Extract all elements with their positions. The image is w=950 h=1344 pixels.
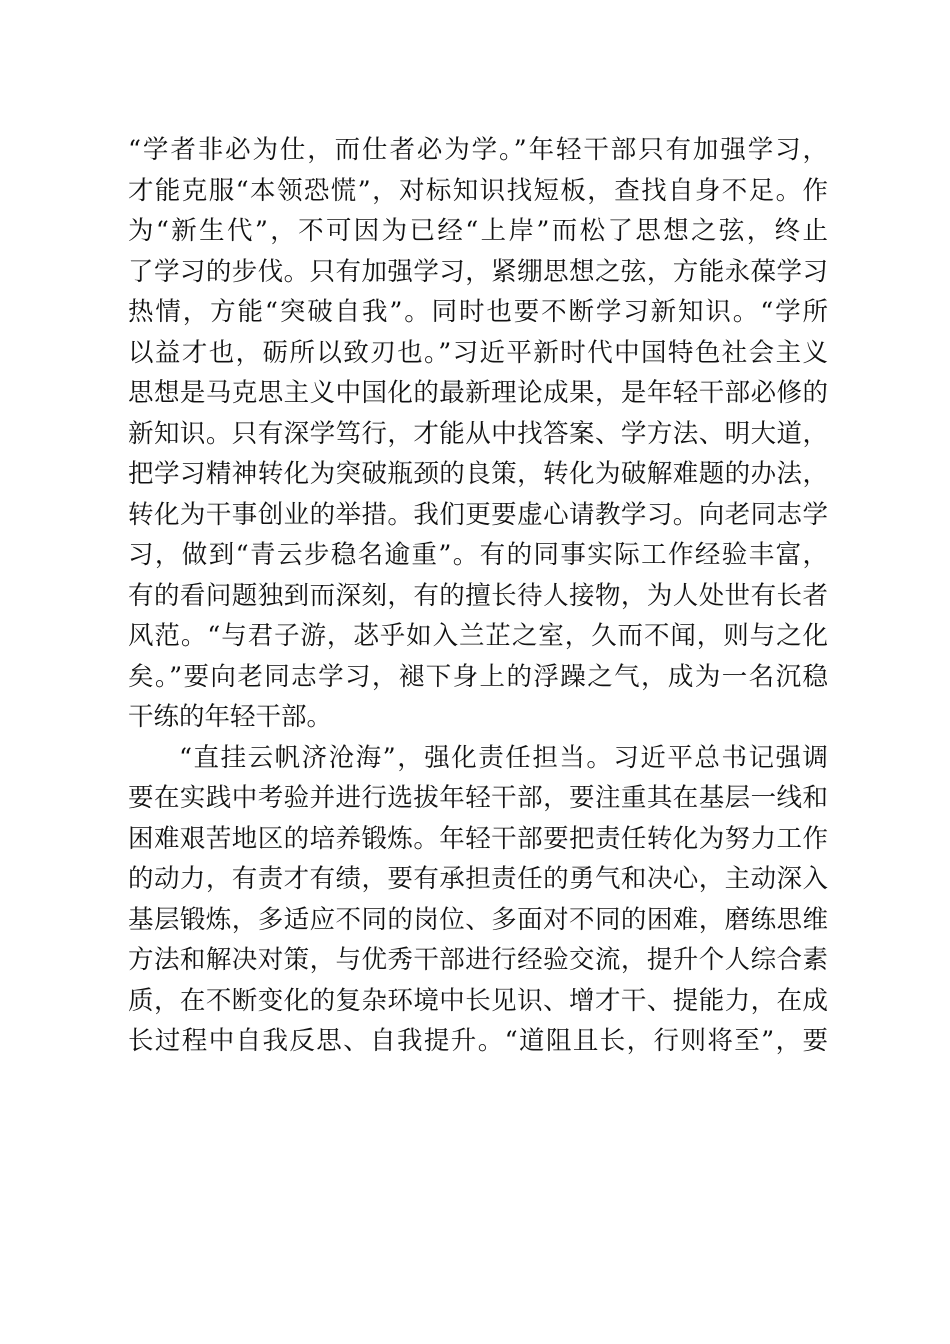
text-line: 矣。”要向老同志学习，褪下身上的浮躁之气，成为一名沉稳	[128, 661, 828, 692]
text-line: 把学习精神转化为突破瓶颈的良策，转化为破解难题的办法，	[128, 459, 828, 489]
text-line: 困难艰苦地区的培养锻炼。年轻干部要把责任转化为努力工作	[128, 823, 828, 854]
text-line: 习，做到“青云步稳名逾重”。有的同事实际工作经验丰富，	[128, 540, 828, 570]
text-line: 新知识。只有深学笃行，才能从中找答案、学方法、明大道，	[128, 418, 828, 449]
text-line: 风范。“与君子游，苾乎如入兰芷之室，久而不闻，则与之化	[128, 621, 828, 651]
text-line: 长过程中自我反思、自我提升。“道阻且长，行则将至”，要	[128, 1026, 828, 1056]
paragraph-responsibility	[128, 738, 828, 1062]
text-line: 转化为干事创业的举措。我们更要虚心请教学习。向老同志学	[128, 499, 828, 530]
body-text	[128, 130, 828, 1062]
text-line: 了学习的步伐。只有加强学习，紧绷思想之弦，方能永葆学习	[128, 256, 828, 287]
text-line: 干练的年轻干部。	[128, 702, 333, 732]
paragraph-study	[128, 130, 828, 738]
text-line: 思想是马克思主义中国化的最新理论成果，是年轻干部必修的	[128, 378, 828, 408]
text-line: “学者非必为仕，而仕者必为学。”年轻干部只有加强学习，	[128, 135, 828, 165]
text-line: 基层锻炼，多适应不同的岗位、多面对不同的困难，磨练思维	[128, 904, 828, 935]
text-line: 才能克服“本领恐慌”，对标知识找短板，查找自身不足。作	[128, 175, 828, 206]
text-line: 质，在不断变化的复杂环境中长见识、增才干、提能力，在成	[128, 985, 828, 1016]
text-line: 热情，方能“突破自我”。同时也要不断学习新知识。“学所	[128, 297, 828, 327]
text-line: 以益才也，砺所以致刃也。”习近平新时代中国特色社会主义	[128, 337, 828, 368]
text-line: 方法和解决对策，与优秀干部进行经验交流，提升个人综合素	[128, 945, 828, 975]
text-line: 要在实践中考验并进行选拔年轻干部，要注重其在基层一线和	[128, 783, 828, 813]
text-line: “直挂云帆济沧海”，强化责任担当。习近平总书记强调	[179, 742, 828, 773]
text-line: 为“新生代”，不可因为已经“上岸”而松了思想之弦，终止	[128, 216, 828, 246]
text-line: 有的看问题独到而深刻，有的擅长待人接物，为人处世有长者	[128, 580, 828, 611]
text-line: 的动力，有责才有绩，要有承担责任的勇气和决心，主动深入	[128, 864, 828, 894]
